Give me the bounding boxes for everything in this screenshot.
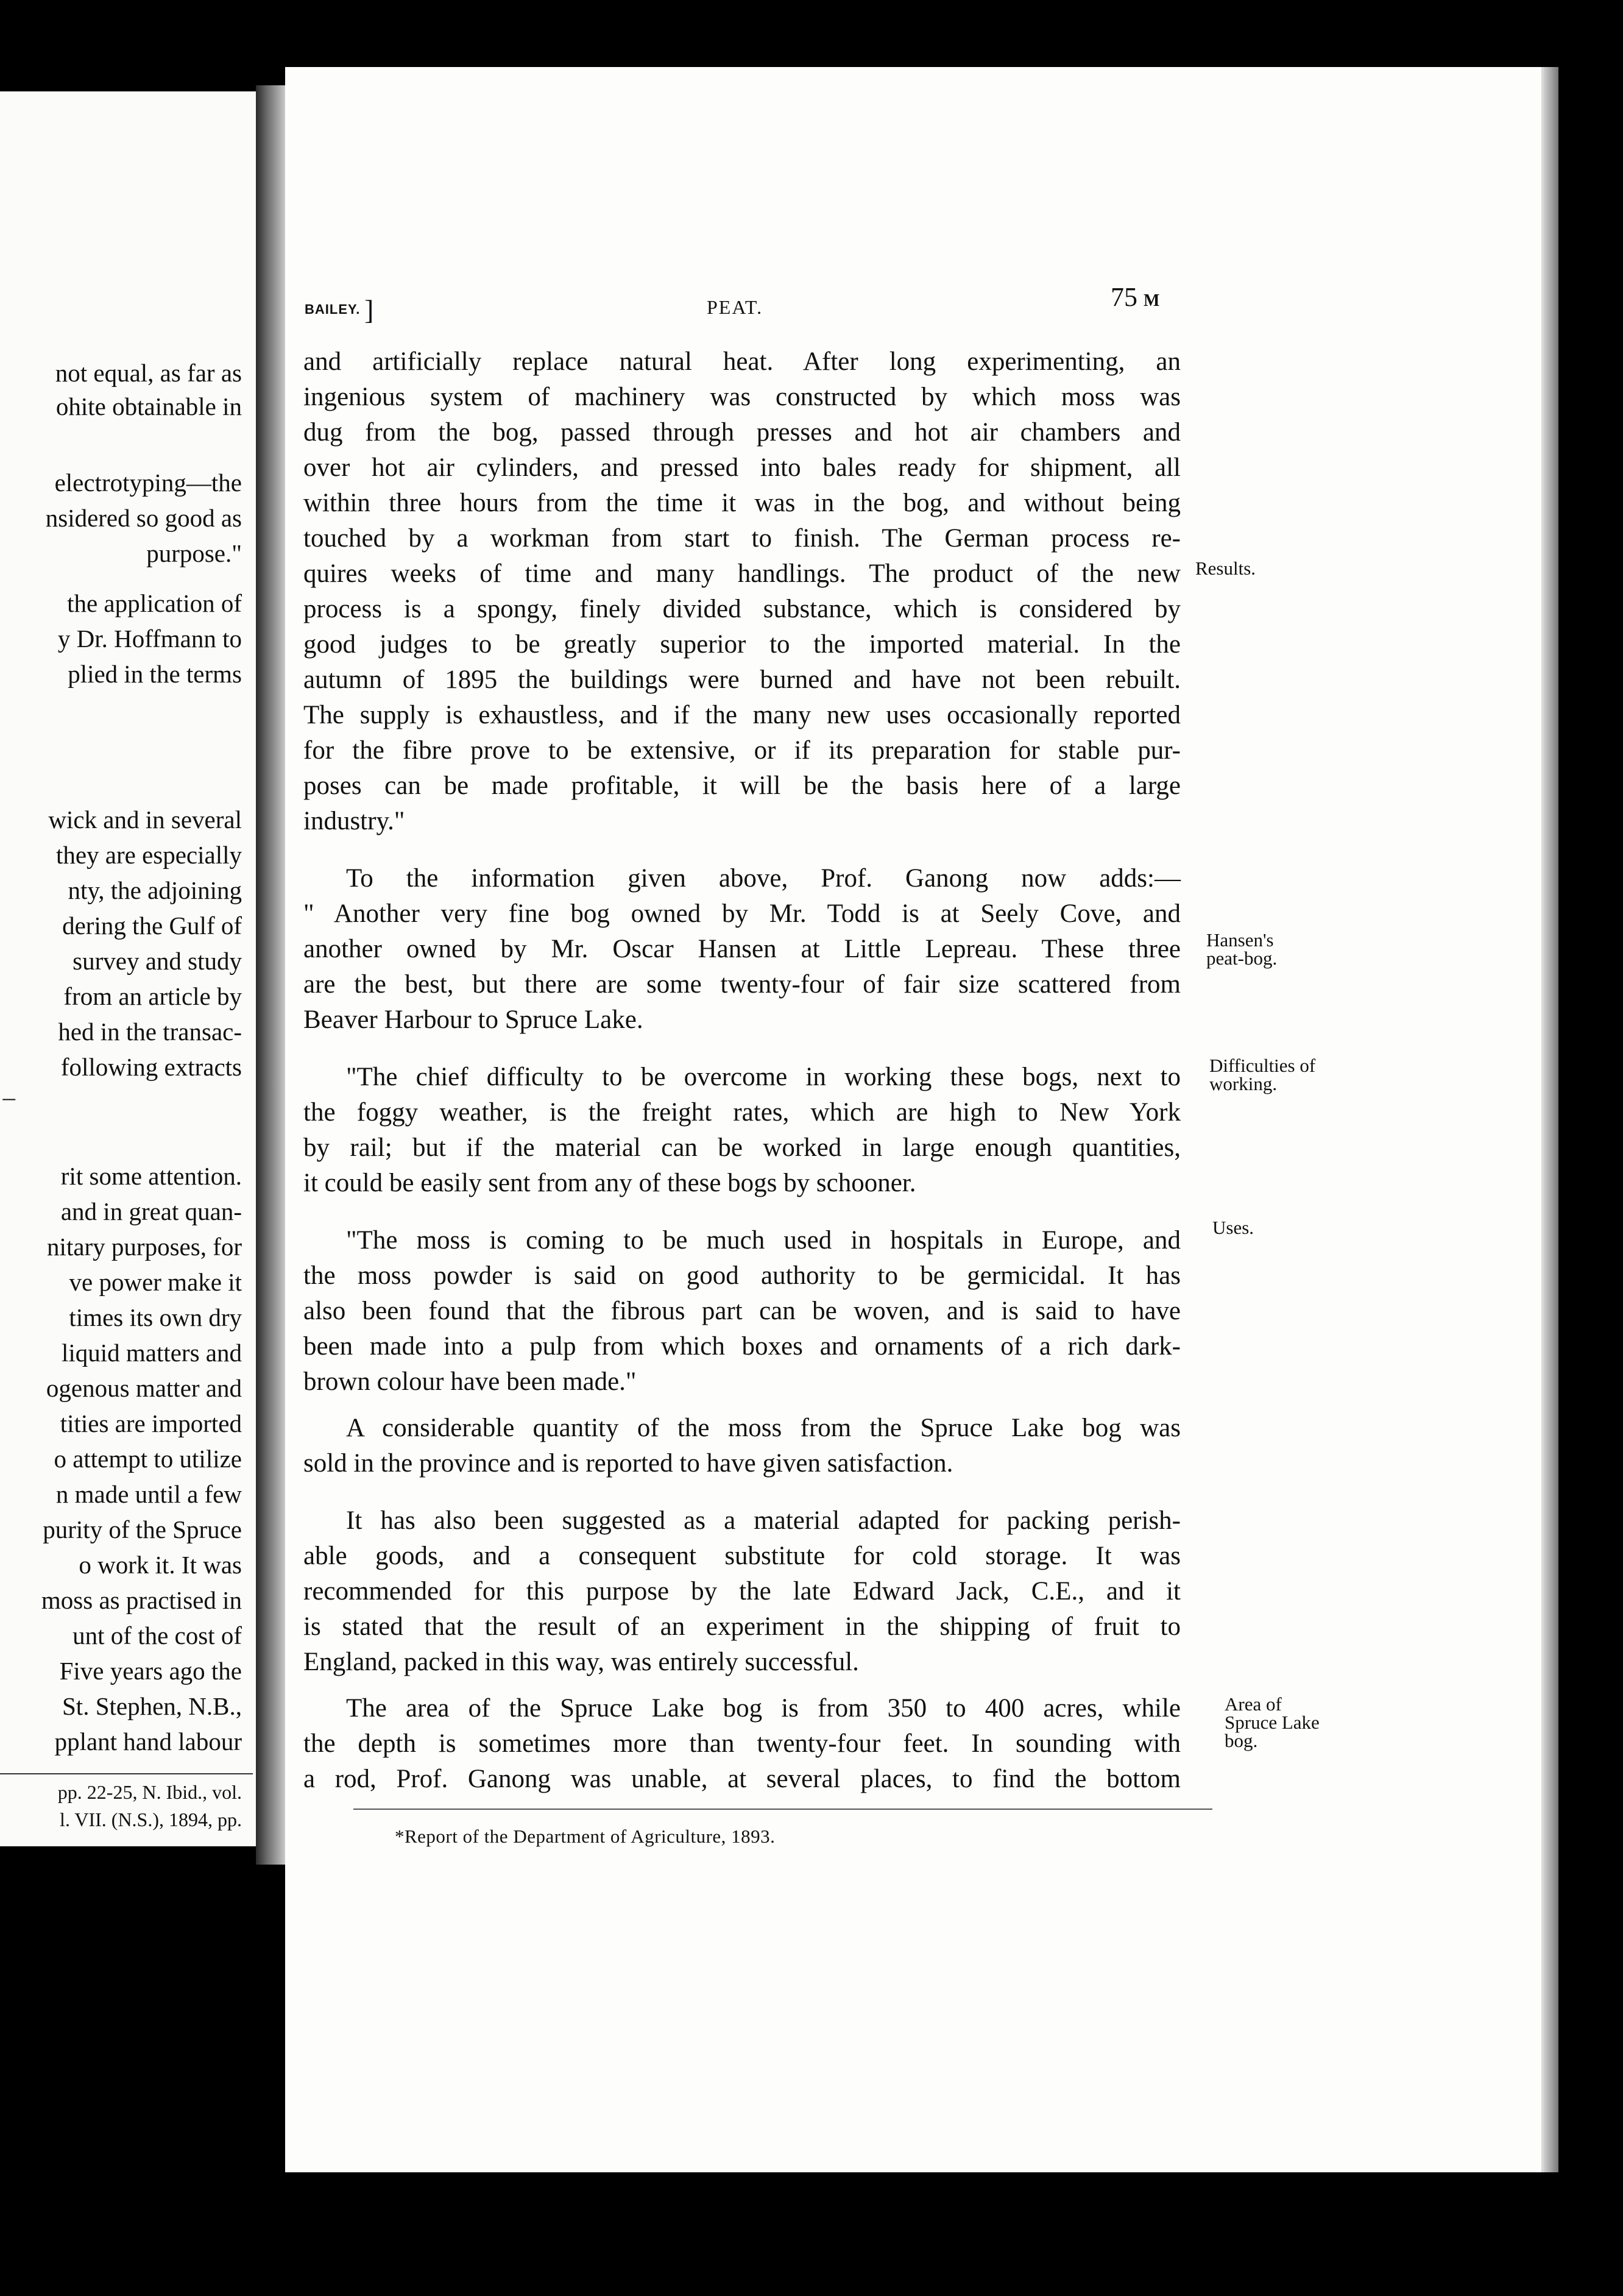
body-line: the foggy weather, is the freight rates, which are high to New York (303, 1098, 1181, 1127)
running-head-author: BAILEY. (305, 302, 361, 317)
left-text-line: they are especially (55, 841, 242, 869)
left-text-line: following extracts (60, 1053, 242, 1081)
body-line: it could be easily sent from any of these bogs by schooner. (303, 1169, 916, 1197)
left-text-line: purpose." (146, 539, 242, 567)
body-line: for the fibre prove to be extensive, or if its preparation for stable pur- (303, 736, 1181, 765)
body-line: " Another very fine bog owned by Mr. Todd is at Seely Cove, and (303, 899, 1181, 928)
footnote-rule (353, 1809, 1212, 1810)
body-line: a rod, Prof. Ganong was unable, at several places, to find the bottom (303, 1765, 1181, 1793)
left-text-line: nty, the adjoining (68, 876, 242, 904)
left-text-line: moss as practised in (41, 1586, 242, 1614)
body-line: quires weeks of time and many handlings. The product of the new (303, 559, 1181, 588)
body-line: are the best, but there are some twenty-four of fair size scattered from (303, 970, 1181, 999)
margin-note-hansens: Hansen's (1206, 929, 1274, 951)
page-number-value: 75 (1111, 282, 1137, 312)
left-text-line: from an article by (63, 982, 242, 1010)
running-head-bracket: ] (364, 294, 374, 325)
left-text-line: not equal, as far as (55, 359, 242, 387)
body-line: touched by a workman from start to finish. The German process re- (303, 524, 1181, 553)
margin-note-area: bog. (1225, 1730, 1258, 1751)
margin-note-results: Results. (1195, 558, 1256, 579)
body-line: ingenious system of machinery was constructed by which moss was (303, 383, 1181, 411)
body-line: poses can be made profitable, it will be the basis here of a large (303, 771, 1181, 800)
body-line: the depth is sometimes more than twenty-four feet. In sounding with (303, 1729, 1181, 1758)
margin-note-hansens: peat-bog. (1206, 948, 1278, 969)
margin-note-area: Area of (1225, 1693, 1282, 1715)
footnote: *Report of the Department of Agriculture, 1893. (395, 1826, 776, 1847)
page-number (1111, 282, 1159, 313)
body-line: Beaver Harbour to Spruce Lake. (303, 1005, 643, 1034)
body-line: also been found that the fibrous part can be woven, and is said to have (303, 1297, 1181, 1325)
body-line: good judges to be greatly superior to the imported material. In the (303, 630, 1181, 659)
body-line: brown colour have been made." (303, 1367, 637, 1396)
body-line: To the information given above, Prof. Ganong now adds:— (346, 864, 1181, 893)
left-text-line: purity of the Spruce (43, 1515, 242, 1543)
page-edge (1544, 67, 1558, 2172)
left-text-line: rit some attention. (60, 1162, 242, 1190)
left-text-line: the application of (67, 589, 242, 617)
book-gutter (256, 85, 285, 1865)
body-line: by rail; but if the material can be worked in large enough quantities, (303, 1133, 1181, 1162)
left-text-line: unt of the cost of (72, 1621, 242, 1649)
left-text-line: Five years ago the (59, 1657, 242, 1685)
body-line: another owned by Mr. Oscar Hansen at Little Lepreau. These three (303, 935, 1181, 963)
margin-note-area: Spruce Lake (1225, 1712, 1320, 1733)
left-text-line: pplant hand labour (54, 1727, 242, 1756)
body-line: been made into a pulp from which boxes and ornaments of a rich dark- (303, 1332, 1181, 1361)
left-text-line: dering the Gulf of (62, 912, 242, 940)
left-text-line: nitary purposes, for (47, 1233, 242, 1261)
margin-note-difficulties: working. (1209, 1073, 1278, 1094)
left-text-line: liquid matters and (61, 1339, 242, 1367)
left-text-line: – (2, 1083, 15, 1111)
left-text-line: o work it. It was (79, 1551, 242, 1579)
left-text-line: y Dr. Hoffmann to (57, 625, 242, 653)
left-text-line: St. Stephen, N.B., (62, 1692, 242, 1720)
left-text-line: ohite obtainable in (55, 392, 242, 420)
body-line: the moss powder is said on good authority to be germicidal. It has (303, 1261, 1181, 1290)
body-line: dug from the bog, passed through presses and hot air chambers and (303, 418, 1181, 447)
body-line: process is a spongy, finely divided substance, which is considered by (303, 595, 1181, 623)
body-line: is stated that the result of an experiment in the shipping of fruit to (303, 1612, 1181, 1641)
left-text-line: o attempt to utilize (54, 1445, 242, 1473)
left-footnote-line: pp. 22-25, N. Ibid., vol. (57, 1781, 242, 1803)
left-text-line: n made until a few (55, 1480, 242, 1508)
left-text-line: and in great quan- (60, 1197, 242, 1225)
body-line: "The moss is coming to be much used in hospitals in Europe, and (346, 1226, 1181, 1255)
page-series: M (1144, 291, 1160, 310)
facing-page-fragment (0, 91, 259, 1846)
running-head-title: PEAT. (707, 296, 763, 318)
body-line: industry." (303, 807, 405, 835)
left-text-line: ve power make it (69, 1268, 242, 1296)
left-text-line: nsidered so good as (45, 504, 242, 532)
body-line: autumn of 1895 the buildings were burned and have not been rebuilt. (303, 665, 1181, 694)
left-text-line: electrotyping—the (54, 469, 242, 497)
body-line: within three hours from the time it was in the bog, and without being (303, 489, 1181, 517)
left-text-line: plied in the terms (68, 660, 242, 688)
body-line: A considerable quantity of the moss from the Spruce Lake bog was (346, 1414, 1181, 1442)
margin-note-difficulties: Difficulties of (1209, 1055, 1316, 1076)
left-text-line: ogenous matter and (46, 1374, 242, 1402)
body-line: The supply is exhaustless, and if the many new uses occasionally reported (303, 701, 1181, 729)
left-text-line: times its own dry (69, 1303, 242, 1331)
left-text-line: survey and study (72, 947, 242, 975)
body-line: England, packed in this way, was entirely successful. (303, 1648, 859, 1676)
left-footnote-rule (0, 1773, 253, 1774)
body-line: "The chief difficulty to be overcome in working these bogs, next to (346, 1063, 1181, 1091)
body-line: recommended for this purpose by the late Edward Jack, C.E., and it (303, 1577, 1181, 1606)
left-text-line: tities are imported (60, 1409, 242, 1437)
body-line: and artificially replace natural heat. After long experimenting, an (303, 347, 1181, 376)
body-line: sold in the province and is reported to have given satisfaction. (303, 1449, 953, 1478)
body-line: able goods, and a consequent substitute for cold storage. It was (303, 1542, 1181, 1570)
margin-note-uses: Uses. (1212, 1217, 1254, 1238)
body-line: over hot air cylinders, and pressed into bales ready for shipment, all (303, 453, 1181, 482)
body-line: The area of the Spruce Lake bog is from 350 to 400 acres, while (346, 1694, 1181, 1723)
left-text-line: wick and in several (48, 806, 242, 834)
left-footnote-line: l. VII. (N.S.), 1894, pp. (60, 1809, 242, 1830)
body-line: It has also been suggested as a material adapted for packing perish- (346, 1506, 1181, 1535)
left-text-line: hed in the transac- (58, 1018, 242, 1046)
